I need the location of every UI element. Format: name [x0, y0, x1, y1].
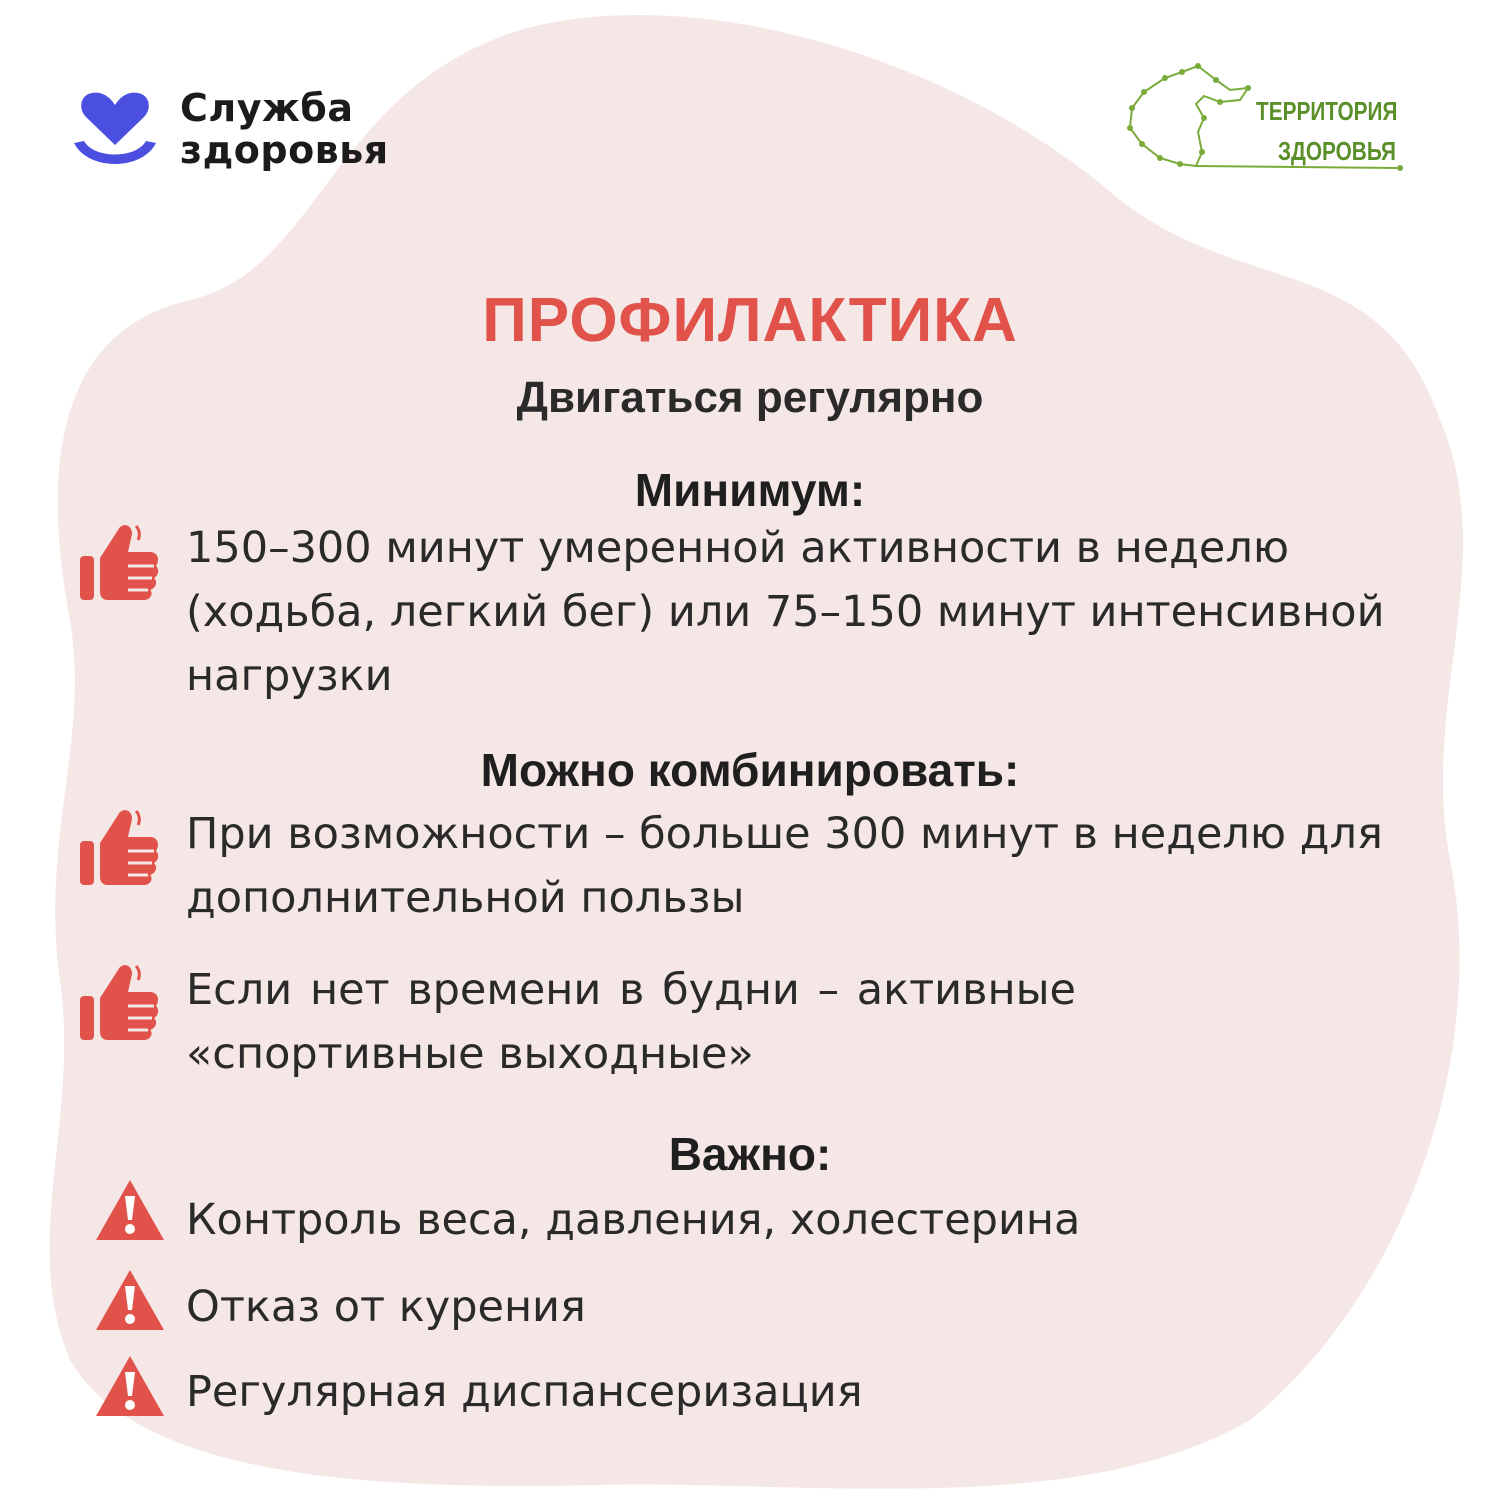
- logo-left-text: [180, 87, 389, 171]
- section-heading-combine: Можно комбинировать:: [480, 744, 1020, 796]
- thumbs-up-icon: [78, 960, 160, 1044]
- logo-right-line1: ТЕРРИТОРИЯ: [1256, 96, 1398, 126]
- thumbs-up-icon: [78, 805, 160, 889]
- logo-right-line2: ЗДОРОВЬЯ: [1278, 136, 1396, 166]
- combine-item-1-text: При возможности – больше 300 минут в неделю для дополнительной пользы: [186, 809, 1383, 923]
- warning-icon: [94, 1178, 166, 1242]
- combine-item-2-text: Если нет времени в будни – активные «спортивные выходные»: [186, 965, 1076, 1079]
- page-subtitle: Двигаться регулярно: [516, 373, 984, 422]
- sluzhba-zdorovya-logo: [70, 85, 430, 175]
- logo-left-line2: здоровья: [180, 128, 389, 172]
- section-heading-important: Важно:: [668, 1128, 832, 1180]
- heart-smile-icon: [70, 85, 160, 175]
- warning-icon: [94, 1354, 166, 1418]
- important-item-3-text: Регулярная диспансеризация: [186, 1367, 863, 1417]
- territoriya-zdorovya-logo: [1120, 60, 1410, 180]
- minimum-item-text: 150–300 минут умеренной активности в неделю (ходьба, легкий бег) или 75–150 минут интенсивной нагрузки: [186, 523, 1385, 701]
- important-item-1-text: Контроль веса, давления, холестерина: [186, 1195, 1081, 1245]
- thumbs-up-icon: [78, 520, 160, 604]
- warning-icon: [94, 1268, 166, 1332]
- logo-left-line1: Служба: [180, 86, 354, 130]
- page-title: ПРОФИЛАКТИКА: [482, 286, 1018, 355]
- section-heading-minimum: Минимум:: [634, 464, 866, 516]
- important-item-2-text: Отказ от курения: [186, 1282, 586, 1332]
